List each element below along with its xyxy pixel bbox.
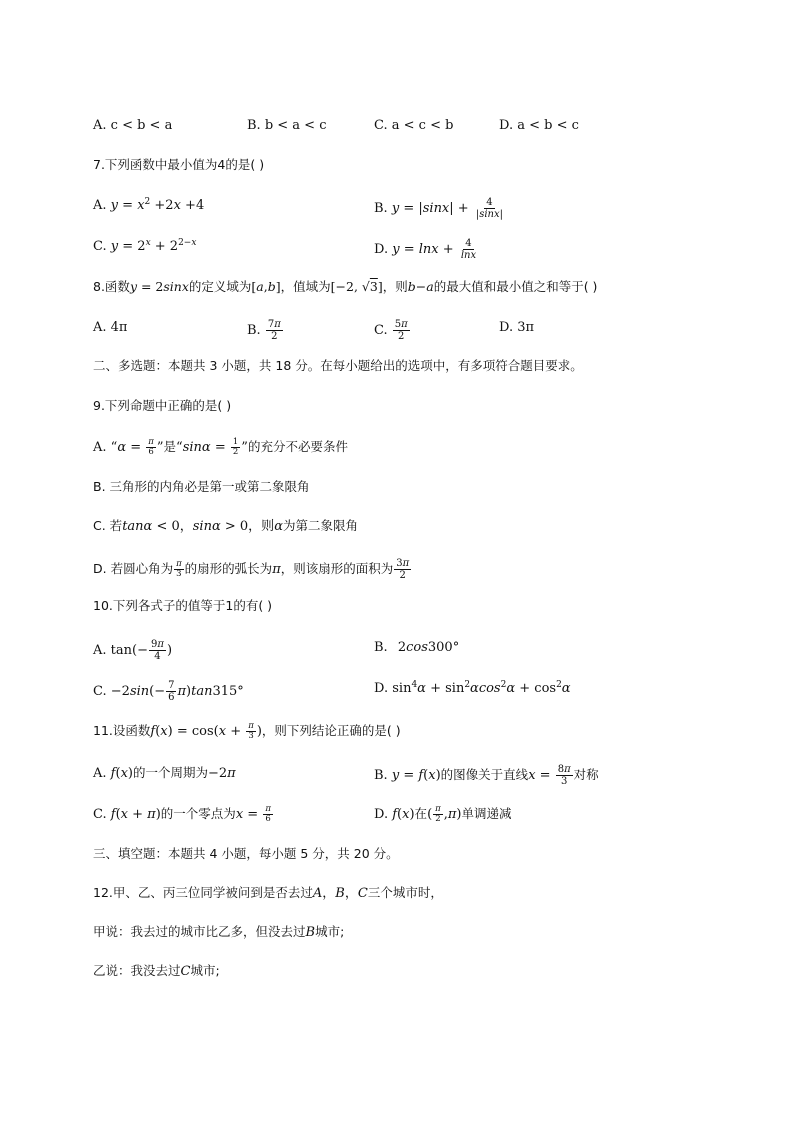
- q7-b-formula: y = |sinx| + $\frac{4}{|\sin x|}$: [391, 197, 503, 220]
- q10-option-d: [374, 680, 571, 698]
- q6-option-c: C. a < c < b: [374, 118, 454, 133]
- q9-d-text1: 的扇形的弧长为: [184, 561, 273, 576]
- q11-option-d: [374, 805, 512, 824]
- q10-c-label: C.: [93, 684, 107, 699]
- q8-b-minus-a: b−a: [407, 279, 434, 294]
- q10-a-label: A.: [93, 643, 107, 658]
- q11-c-text: 的一个零点为: [160, 806, 236, 821]
- q9-d-angle: $\frac{\pi}{3}$: [176, 559, 182, 579]
- q11-b-text2: 对称: [573, 767, 599, 782]
- q11-a-text: 的一个周期为: [132, 765, 208, 780]
- q9-option-c: [93, 517, 358, 536]
- q8-option-b: [247, 319, 284, 342]
- q10-option-c: [93, 680, 244, 703]
- q12-cities: A，B，C: [312, 886, 368, 901]
- q9-c-label: C. 若: [93, 518, 123, 533]
- q7-c-label: C.: [93, 239, 107, 254]
- q8-stem: [93, 278, 597, 296]
- q12-city-b: B: [305, 925, 316, 940]
- q10-option-b: [374, 639, 459, 657]
- q7-stem: 7.下列函数中最小值为4的是( ): [93, 157, 265, 172]
- q9-c-text: 为第二象限角: [282, 518, 358, 533]
- q11-option-b: [374, 764, 599, 787]
- q7-option-b: [374, 197, 506, 220]
- q11-option-c: [93, 805, 274, 824]
- q12-line3-prefix: 乙说：我没去过: [93, 963, 181, 978]
- q10-b-formula: 2cos300°: [397, 640, 460, 655]
- q9-d-area: $\frac{3\pi}{2}$: [396, 558, 410, 581]
- q8-c-label: C.: [374, 323, 388, 338]
- q11-b-fx: y = f(x): [391, 768, 441, 783]
- q10-d-label: D.: [374, 681, 389, 696]
- q7-a-formula: $y = x^2 +2x +4$: [110, 197, 205, 213]
- q11-d-text1: 在: [414, 806, 428, 821]
- q12-line1-suffix: 三个城市时，: [367, 885, 443, 900]
- section3-heading: 三、填空题：本题共 4 小题，每小题 5 分，共 20 分。: [93, 846, 399, 861]
- q7-c-formula: $y = 2^x + 2^{2-x}$: [110, 238, 197, 254]
- q11-stem-suffix: ，则下列结论正确的是( ): [261, 723, 401, 738]
- section2-heading: 二、多选题：本题共 3 小题，共 18 分。在每小题给出的选项中，有多项符合题目要求。: [93, 358, 583, 373]
- q9-a-label: A.: [93, 440, 107, 455]
- q11-b-text1: 的图像关于直线: [440, 767, 529, 782]
- q7-d-label: D.: [374, 242, 389, 257]
- q11-d-label: D.: [374, 807, 389, 822]
- q9-stem: 9.下列命题中正确的是( ): [93, 398, 232, 413]
- q11-d-text2: 单调递减: [461, 806, 512, 821]
- q7-option-a: [93, 197, 204, 215]
- q11-option-a: [93, 764, 236, 783]
- q8-stem-mid1: 的定义域为: [188, 279, 252, 294]
- q10-a-formula: tan(− $\frac{9\pi}{4}$ ): [110, 639, 173, 662]
- q12-line2-suffix: 城市;: [315, 924, 345, 939]
- q9-a-text2: 的充分不必要条件: [247, 439, 348, 454]
- q12-city-c: C: [180, 964, 191, 979]
- q8-stem-mid3: ，则: [382, 279, 408, 294]
- q7-option-c: [93, 238, 196, 256]
- q7-a-label: A.: [93, 198, 107, 213]
- q11-d-interval: ( $\frac{\pi}{2}$ ,π): [427, 804, 462, 824]
- q8-c-fraction: $\frac{5\pi}{2}$: [394, 319, 408, 342]
- q10-stem: 10.下列各式子的值等于1的有( ): [93, 598, 273, 613]
- q8-function: y = 2sinx: [129, 279, 189, 294]
- q8-option-c: [374, 319, 411, 342]
- q12-line2-prefix: 甲说：我去过的城市比乙多，但没去过: [93, 924, 306, 939]
- q9-option-a: [93, 438, 348, 457]
- q11-c-label: C.: [93, 807, 107, 822]
- q9-a-cond1: “α = $\frac{\pi}{6}$ ”: [110, 437, 164, 457]
- q9-option-d: [93, 558, 412, 581]
- q8-domain: [a,b]: [251, 279, 281, 294]
- q12-line2: [93, 923, 344, 942]
- q9-c-cond: tanα < 0，sinα > 0，则α: [122, 519, 283, 534]
- q11-c-zero: x = $\frac{\pi}{6}$: [235, 804, 271, 824]
- q8-option-a: A. 4π: [93, 320, 128, 335]
- q10-option-a: [93, 639, 172, 662]
- q8-stem-mid2: ，值域为: [280, 279, 331, 294]
- q8-stem-prefix: 8.函数: [93, 279, 130, 294]
- q8-b-label: B.: [247, 323, 261, 338]
- q8-b-fraction: $\frac{7\pi}{2}$: [267, 319, 281, 342]
- q8-range: [−2, √3]: [330, 279, 383, 294]
- q9-option-b: B. 三角形的内角必是第一或第二象限角: [93, 479, 310, 494]
- q11-a-fx: f(x): [110, 766, 133, 781]
- q12-line1-prefix: 12.甲、乙、丙三位同学被问到是否去过: [93, 885, 313, 900]
- q7-b-label: B.: [374, 201, 388, 216]
- q11-function: f(x) = cos(x + $\frac{\pi}{3}$ ): [150, 721, 262, 741]
- q12-line1: [93, 884, 443, 903]
- q11-d-fx: f(x): [392, 807, 415, 822]
- q11-a-label: A.: [93, 766, 107, 781]
- q11-b-line: x = $\frac{8\pi}{3}$: [528, 764, 571, 787]
- q11-stem: [93, 722, 401, 741]
- q6-option-d: D. a < b < c: [499, 118, 579, 133]
- q10-d-formula: $\sin^4\alpha + \sin^2\alpha\cos^2\alpha + \cos^2\alpha$: [392, 680, 571, 696]
- q7-option-d: [374, 238, 479, 261]
- q10-b-label: B.: [374, 640, 388, 655]
- q8-stem-suffix: 的最大值和最小值之和等于( ): [433, 279, 598, 294]
- q9-d-pi: π: [272, 562, 281, 577]
- q8-option-d: D. 3π: [499, 320, 535, 335]
- q9-d-text2: ，则该扇形的面积为: [280, 561, 394, 576]
- q12-line3-suffix: 城市;: [190, 963, 220, 978]
- q7-d-formula: y = lnx + $\frac{4}{\ln x}$: [392, 238, 477, 261]
- q11-a-period: −2π: [208, 766, 236, 781]
- q9-a-text1: 是: [163, 439, 177, 454]
- q6-option-a: A. c < b < a: [93, 118, 173, 133]
- q11-stem-prefix: 11.设函数: [93, 723, 151, 738]
- q10-c-formula: −2sin(− $\frac{7}{6}$ π)tan315°: [110, 680, 244, 703]
- q9-d-label: D. 若圆心角为: [93, 561, 174, 576]
- q12-line3: [93, 962, 220, 981]
- q6-option-b: B. b < a < c: [247, 118, 327, 133]
- q11-c-fx: f(x + π): [110, 807, 161, 822]
- q11-b-label: B.: [374, 768, 388, 783]
- q9-a-cond2: “sinα = $\frac{1}{2}$ ”: [176, 437, 248, 457]
